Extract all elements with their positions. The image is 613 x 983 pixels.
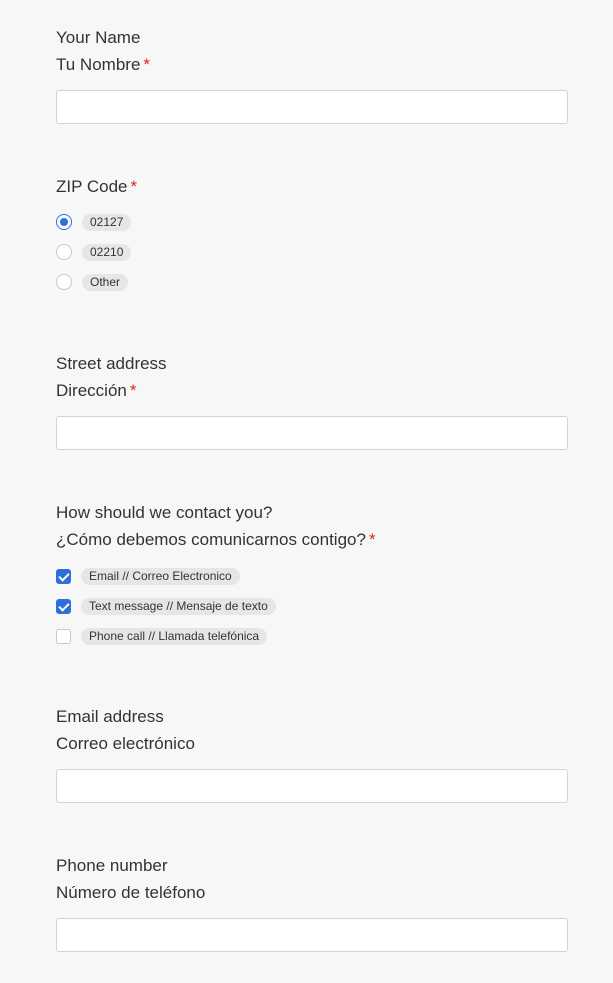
- contact-checkbox-text[interactable]: [56, 599, 71, 614]
- contact-label-es-text: ¿Cómo debemos comunicarnos contigo?: [56, 530, 366, 549]
- contact-label-en: How should we contact you?: [56, 503, 273, 522]
- email-field-group: [56, 703, 568, 805]
- zip-option-label: Other: [82, 274, 128, 291]
- contact-label-es: [56, 526, 568, 553]
- zip-radio-other[interactable]: [56, 274, 72, 290]
- email-input[interactable]: [56, 769, 568, 803]
- street-field-group: [56, 350, 568, 452]
- contact-option-text[interactable]: [56, 596, 276, 616]
- contact-option-label: Email // Correo Electronico: [81, 568, 240, 585]
- zip-option-02210[interactable]: [56, 242, 131, 262]
- contact-checkbox-phone[interactable]: [56, 629, 71, 644]
- phone-label-en: Phone number: [56, 856, 168, 875]
- zip-label: [56, 173, 568, 200]
- contact-field-group: [56, 499, 568, 649]
- street-label-es: [56, 377, 568, 404]
- street-label-en: Street address: [56, 354, 167, 373]
- zip-option-02127[interactable]: [56, 212, 131, 232]
- required-asterisk: *: [143, 55, 151, 74]
- name-label-en: Your Name: [56, 28, 141, 47]
- zip-option-other[interactable]: [56, 272, 128, 292]
- contact-option-label: Text message // Mensaje de texto: [81, 598, 276, 615]
- zip-radio-02127[interactable]: [56, 214, 72, 230]
- email-label-en: Email address: [56, 707, 164, 726]
- zip-field-group: [56, 173, 568, 298]
- phone-input[interactable]: [56, 918, 568, 952]
- zip-option-label: 02210: [82, 244, 131, 261]
- zip-label-text: ZIP Code: [56, 177, 128, 196]
- name-label-es-text: Tu Nombre: [56, 55, 141, 74]
- name-input[interactable]: [56, 90, 568, 124]
- contact-checkbox-email[interactable]: [56, 569, 71, 584]
- contact-option-phone[interactable]: [56, 626, 267, 646]
- street-input[interactable]: [56, 416, 568, 450]
- required-asterisk: *: [130, 177, 138, 196]
- name-label-es: [56, 51, 568, 78]
- required-asterisk: *: [129, 381, 137, 400]
- contact-option-email[interactable]: [56, 566, 240, 586]
- required-asterisk: *: [368, 530, 376, 549]
- zip-radio-02210[interactable]: [56, 244, 72, 260]
- phone-label-es: Número de teléfono: [56, 883, 206, 902]
- zip-option-label: 02127: [82, 214, 131, 231]
- street-label-es-text: Dirección: [56, 381, 127, 400]
- contact-option-label: Phone call // Llamada telefónica: [81, 628, 267, 645]
- phone-field-group: [56, 852, 568, 954]
- email-label-es: Correo electrónico: [56, 734, 195, 753]
- name-field-group: [56, 24, 568, 126]
